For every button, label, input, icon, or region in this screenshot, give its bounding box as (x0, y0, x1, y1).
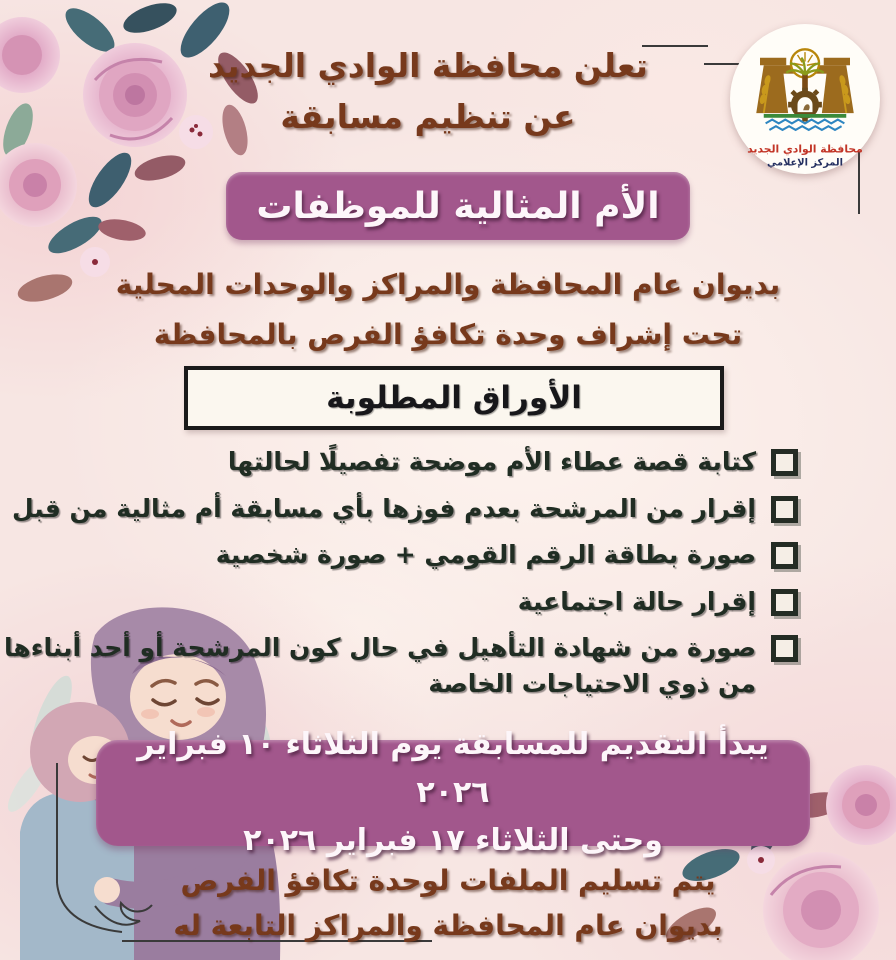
poster-headline (140, 40, 716, 142)
list-item-text: كتابة قصة عطاء الأم موضحة تفصيلًا لحالتها (227, 447, 756, 476)
footer-line1: يتم تسليم الملفات لوحدة تكافؤ الفرص (180, 864, 716, 897)
subheader-line1: بديوان عام المحافظة والمراكز والوحدات المحلية (115, 268, 781, 301)
competition-title: الأم المثالية للموظفات (256, 185, 660, 227)
required-documents-box (184, 366, 724, 430)
list-item (4, 630, 798, 701)
list-item-text: صورة من شهادة التأهيل في حال كون المرشحة أو أحد أبناءها من ذوي الاحتياجات الخاصة (4, 633, 756, 698)
list-item (4, 444, 798, 480)
headline-line1: تعلن محافظة الوادي الجديد (208, 46, 648, 85)
application-dates-box (96, 727, 810, 858)
checkbox-icon (771, 542, 798, 569)
logo-dept-name: المركز الإعلامي (767, 157, 843, 169)
checkbox-icon (771, 449, 798, 476)
checkbox-icon (771, 496, 798, 523)
checkbox-icon (771, 589, 798, 616)
footer-line2: بديوان عام المحافظة والمراكز التابعة له (173, 909, 723, 943)
headline-line2: عن تنظيم مسابقة (280, 97, 576, 137)
dates-line1: يبدأ التقديم للمسابقة يوم الثلاثاء ١٠ فبراير ٢٠٢٦ (137, 727, 769, 810)
grass-waves-icon (764, 114, 847, 130)
logo-org-name: محافظة الوادي الجديد (747, 142, 863, 156)
dates-line2: وحتى الثلاثاء ١٧ فبراير ٢٠٢٦ (243, 823, 663, 858)
list-item (4, 491, 798, 527)
requirements-checklist (4, 444, 798, 712)
submission-instructions (110, 858, 786, 949)
required-documents-title: الأوراق المطلوبة (326, 380, 582, 416)
list-item-text: إقرار حالة اجتماعية (517, 586, 756, 616)
governorate-emblem-icon (730, 24, 880, 174)
list-item-text: إقرار من المرشحة بعدم فوزها بأي مسابقة أم مثالية من قبل (11, 493, 756, 523)
list-item-text: صورة بطاقة الرقم القومي + صورة شخصية (215, 540, 756, 569)
subheader-line2: تحت إشراف وحدة تكافؤ الفرص بالمحافظة (153, 317, 743, 351)
checkbox-icon (771, 635, 798, 662)
poster-subheader (30, 260, 866, 360)
governorate-logo (730, 24, 880, 174)
list-item (4, 537, 798, 573)
competition-title-banner (226, 172, 690, 240)
list-item (4, 584, 798, 620)
